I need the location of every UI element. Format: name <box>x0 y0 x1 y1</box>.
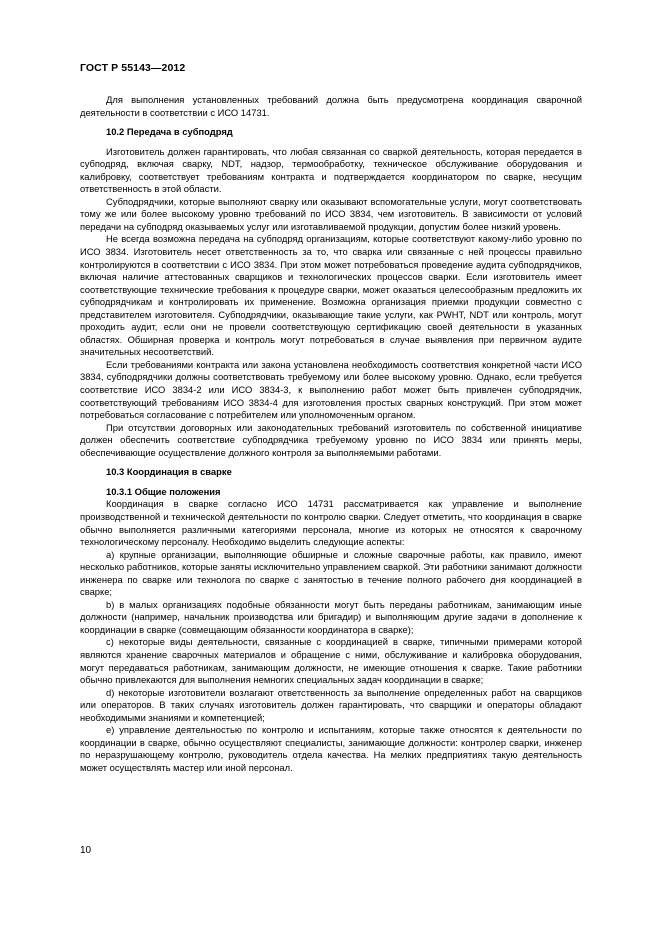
list-item-d: d) некоторые изготовители возлагают ответственность за выполнение определенных работ на сварщиков или операторов. В таких случаях изготовитель должен гарантировать, что сварщики и операторы обладают необходимыми знаниями и компетенцией; <box>80 686 582 723</box>
paragraph: При отсутствии договорных или законодательных требований изготовитель по собственной инициативе должен обеспечить соответствие субподрядчика требуемому уровню по ИСО 3834 или принять меры, обеспечивающие осуществление должного контроля за выполняемыми работами. <box>80 421 582 458</box>
section-heading-10-2: 10.2 Передача в субподряд <box>106 126 233 138</box>
standard-designation: ГОСТ Р 55143—2012 <box>80 62 186 74</box>
paragraph: Субподрядчики, которые выполняют сварку или оказывают вспомогательные услуги, могут соответствовать тому же или более высокому уровню требований по ИСО 3834, чем изготовитель. В зависимости от условий передачи на субподряд оказываемых услуг или изготавливаемой продукции, допустим более низкий уровень. <box>80 195 582 232</box>
paragraph: Не всегда возможна передача на субподряд организациям, которые соответствуют какому-либо уровню по ИСО 3834. Изготовитель несет ответственность за то, что сварка или связанные с ней процессы правильно контролируются в соответствии с ИСО 3834. При этом может потребоваться проведение аудита субподрядчиков, включая наличие аттестованных сварщиков и технологических процессов сварки. Если изготовитель имеет соответствующие технические требования к процедуре сварки, может оказаться целесообразным предложить их субподрядчикам и контролировать их применение. Возможна организация приемки продукции совместно с представителем изготовителя. Субподрядчики, оказывающие такие услуги, как PWHT, NDT или контроль, могут проходить аудит, если они не провели соответствующую сертификацию своей деятельности в указанных областях. Обширная проверка и контроль могут потребоваться в случае выявления при первичном аудите значительных несоответствий. <box>80 233 582 358</box>
paragraph: Координация в сварке согласно ИСО 14731 рассматривается как управление и выполнение производственной и технической деятельности по контролю сварки. Следует отметить, что координация в сварке обычно выполняется различными категориями персонала, многие из которых не относятся к сварочному технологическому персоналу. Необходимо выделить следующие аспекты: <box>80 498 582 548</box>
intro-paragraph: Для выполнения установленных требований должна быть предусмотрена координация сварочной деятельности в соответствии с ИСО 14731. <box>80 94 582 118</box>
list-item-c: c) некоторые виды деятельности, связанные с координацией в сварке, типичными примерами которой являются хранение сварочных материалов и обращение с ними, обслуживание и калибровка оборудования, могут передаваться работникам, занимающим должности, не имеющие отношения к сварке. Такие работники обычно привлекаются для выполнения немногих специальных задач координации в сварке; <box>80 636 582 686</box>
paragraph: Изготовитель должен гарантировать, что любая связанная со сваркой деятельность, которая передается в субподряд, включая сварку, NDT, надзор, термообработку, техническое обслуживание оборудования и калибровку, соответствует требованиям контракта и подтверждается координатором по сварке, несущим ответственность в этой области. <box>80 145 582 195</box>
document-body <box>80 94 582 774</box>
list-item-a: a) крупные организации, выполняющие обширные и сложные сварочные работы, как правило, имеют несколько работников, которые заняты исключительно управлением сваркой. Эти работники занимают должности инженера по сварке или технолога по сварке с занятостью в течение полного рабочего дня координацией в сварке; <box>80 548 582 598</box>
section-heading-10-3: 10.3 Координация в сварке <box>106 466 232 478</box>
list-item-e: e) управление деятельностью по контролю и испытаниям, которые также относятся к деятельности по координации в сварке, обычно осуществляют специалисты, занимающие должности: контролер сварки, инженер по неразрушающему контролю, руководитель отдела качества. На мелких предприятиях такую деятельность может осуществлять мастер или иной персонал. <box>80 724 582 773</box>
paragraph: Если требованиями контракта или закона установлена необходимость соответствия конкретной части ИСО 3834, субподрядчики должны соответствовать требуемому или более высокому уровню. Однако, если требуется соответствие ИСО 3834-2 или ИСО 3834-3, к выполнению работ может быть привлечен субподрядчик, соответствующий требованиям ИСО 3834-4 для изготовления простых сварных конструкций. При этом может потребоваться согласование с потребителем или уполномоченным органом. <box>80 358 582 421</box>
page-number: 10 <box>80 845 92 856</box>
subsection-heading-10-3-1: 10.3.1 Общие положения <box>106 485 221 497</box>
list-item-b: b) в малых организациях подобные обязанности могут быть переданы работникам, занимающим иные должности (например, начальник производства или бригадир) и выполняющим другие задачи в дополнение к координации в сварке (совмещающим обязанности координатора в сварке); <box>80 598 582 635</box>
